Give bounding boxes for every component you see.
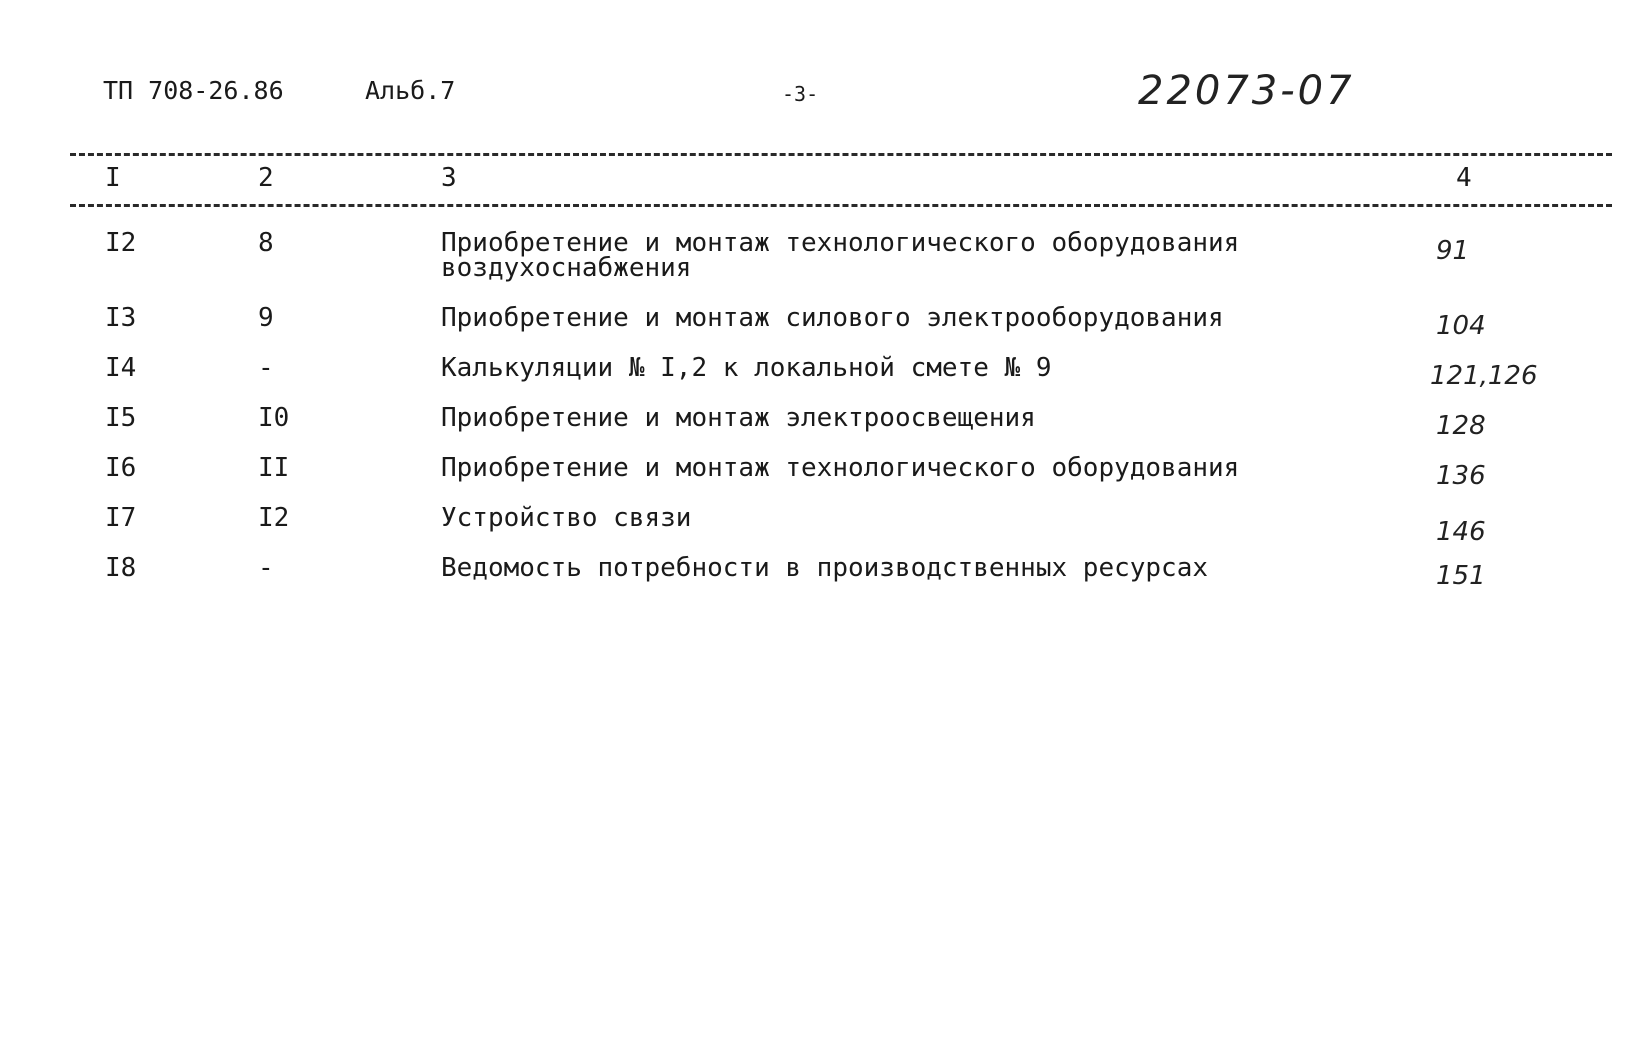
column-header-4: 4: [1456, 163, 1472, 193]
row-title: Устройство связи: [441, 503, 692, 533]
table-row: [0, 303, 1650, 353]
row-page: 104: [1436, 311, 1486, 341]
row-number: I8: [105, 553, 137, 583]
row-ref: 8: [258, 228, 274, 258]
row-number: I4: [105, 353, 137, 383]
row-page: 146: [1436, 517, 1486, 547]
row-title: Ведомость потребности в производственных ресурсах: [441, 553, 1209, 583]
row-number: I6: [105, 453, 137, 483]
row-page: 121,126: [1430, 361, 1538, 391]
table-row: [0, 403, 1650, 453]
table-header-rule: [70, 204, 1612, 207]
column-header-1: I: [105, 163, 121, 193]
row-title: Калькуляции № I,2 к локальной смете № 9: [441, 353, 1052, 383]
table-row: [0, 228, 1650, 288]
table-row: [0, 353, 1650, 403]
page-marker: -3-: [782, 82, 819, 106]
table-row: [0, 553, 1650, 603]
row-page: 91: [1436, 236, 1470, 266]
row-page: 128: [1436, 411, 1486, 441]
row-number: I2: [105, 228, 137, 258]
row-title: Приобретение и монтаж технологического оборудования: [441, 228, 1240, 258]
row-ref: II: [258, 453, 290, 483]
row-page: 136: [1436, 461, 1486, 491]
table-top-rule: [70, 153, 1612, 156]
document-number: 22073-07: [1138, 68, 1355, 114]
row-title-continued: воздухоснабжения: [441, 253, 692, 283]
table-row: [0, 503, 1650, 553]
row-title: Приобретение и монтаж силового электрооборудования: [441, 303, 1224, 333]
column-header-3: 3: [441, 163, 457, 193]
row-ref: I0: [258, 403, 290, 433]
doc-code: ТП 708-26.86: [103, 76, 284, 105]
row-ref: -: [258, 553, 274, 583]
row-ref: I2: [258, 503, 290, 533]
row-title: Приобретение и монтаж технологического оборудования: [441, 453, 1240, 483]
row-ref: 9: [258, 303, 274, 333]
row-ref: -: [258, 353, 274, 383]
table-row: [0, 453, 1650, 503]
row-number: I7: [105, 503, 137, 533]
row-page: 151: [1436, 561, 1486, 591]
row-number: I3: [105, 303, 137, 333]
column-header-2: 2: [258, 163, 274, 193]
album-label: Альб.7: [365, 76, 456, 105]
row-title: Приобретение и монтаж электроосвещения: [441, 403, 1036, 433]
row-number: I5: [105, 403, 137, 433]
